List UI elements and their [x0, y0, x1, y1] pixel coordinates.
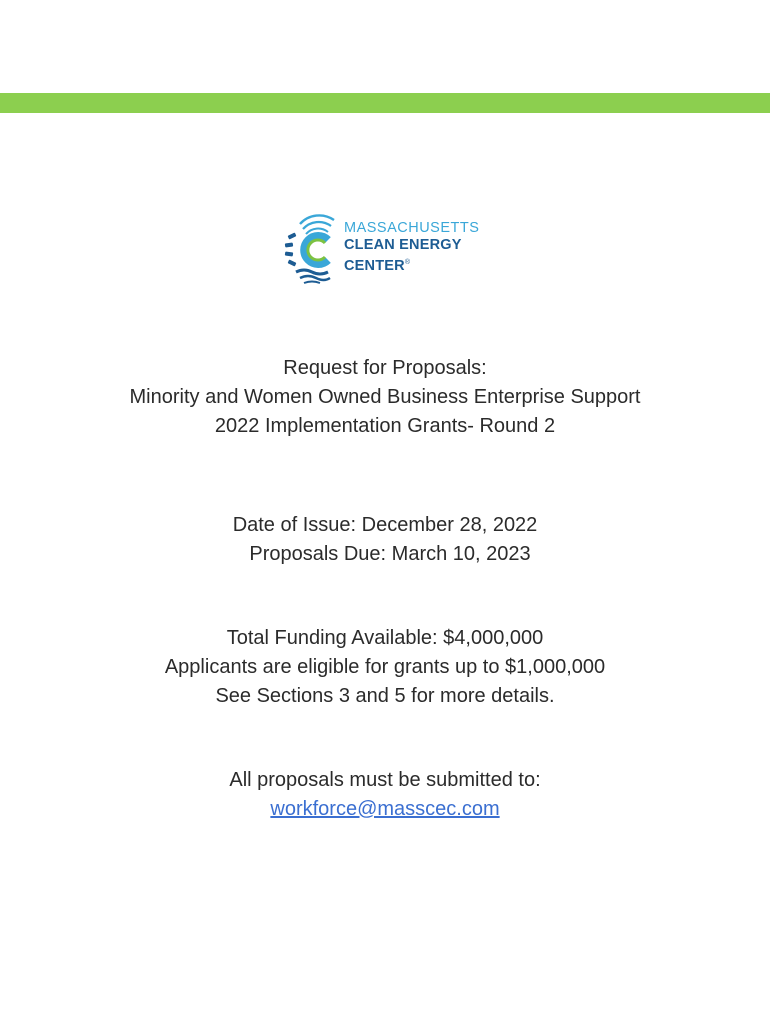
- submission-text: All proposals must be submitted to:: [229, 769, 541, 791]
- logo-line-massachusetts: MASSACHUSETTS: [344, 220, 480, 236]
- key-dates: [0, 511, 770, 569]
- title-line-2: Minority and Women Owned Business Enterprise Support: [129, 386, 641, 408]
- header-accent-bar: [0, 93, 770, 113]
- logo-line-clean-energy: CLEAN ENERGY: [344, 237, 462, 253]
- funding-info: [0, 624, 770, 711]
- submission-email-link[interactable]: workforce@masscec.com: [270, 798, 500, 820]
- due-date: Proposals Due: March 10, 2023: [249, 543, 531, 565]
- grant-eligibility: Applicants are eligible for grants up to $1,000,000: [164, 656, 606, 678]
- funding-details-note: See Sections 3 and 5 for more details.: [215, 685, 555, 707]
- title-line-1: Request for Proposals:: [283, 357, 487, 379]
- submission-info: [0, 766, 770, 824]
- logo-line-center: CENTER®: [344, 257, 411, 274]
- total-funding: Total Funding Available: $4,000,000: [226, 627, 544, 649]
- document-title: [0, 354, 770, 441]
- logo-wordmark: [344, 220, 479, 275]
- title-line-3: 2022 Implementation Grants- Round 2: [214, 415, 556, 437]
- issue-date: Date of Issue: December 28, 2022: [232, 514, 538, 536]
- masscec-c-logo-icon: [284, 210, 344, 290]
- masscec-logo: [284, 210, 494, 290]
